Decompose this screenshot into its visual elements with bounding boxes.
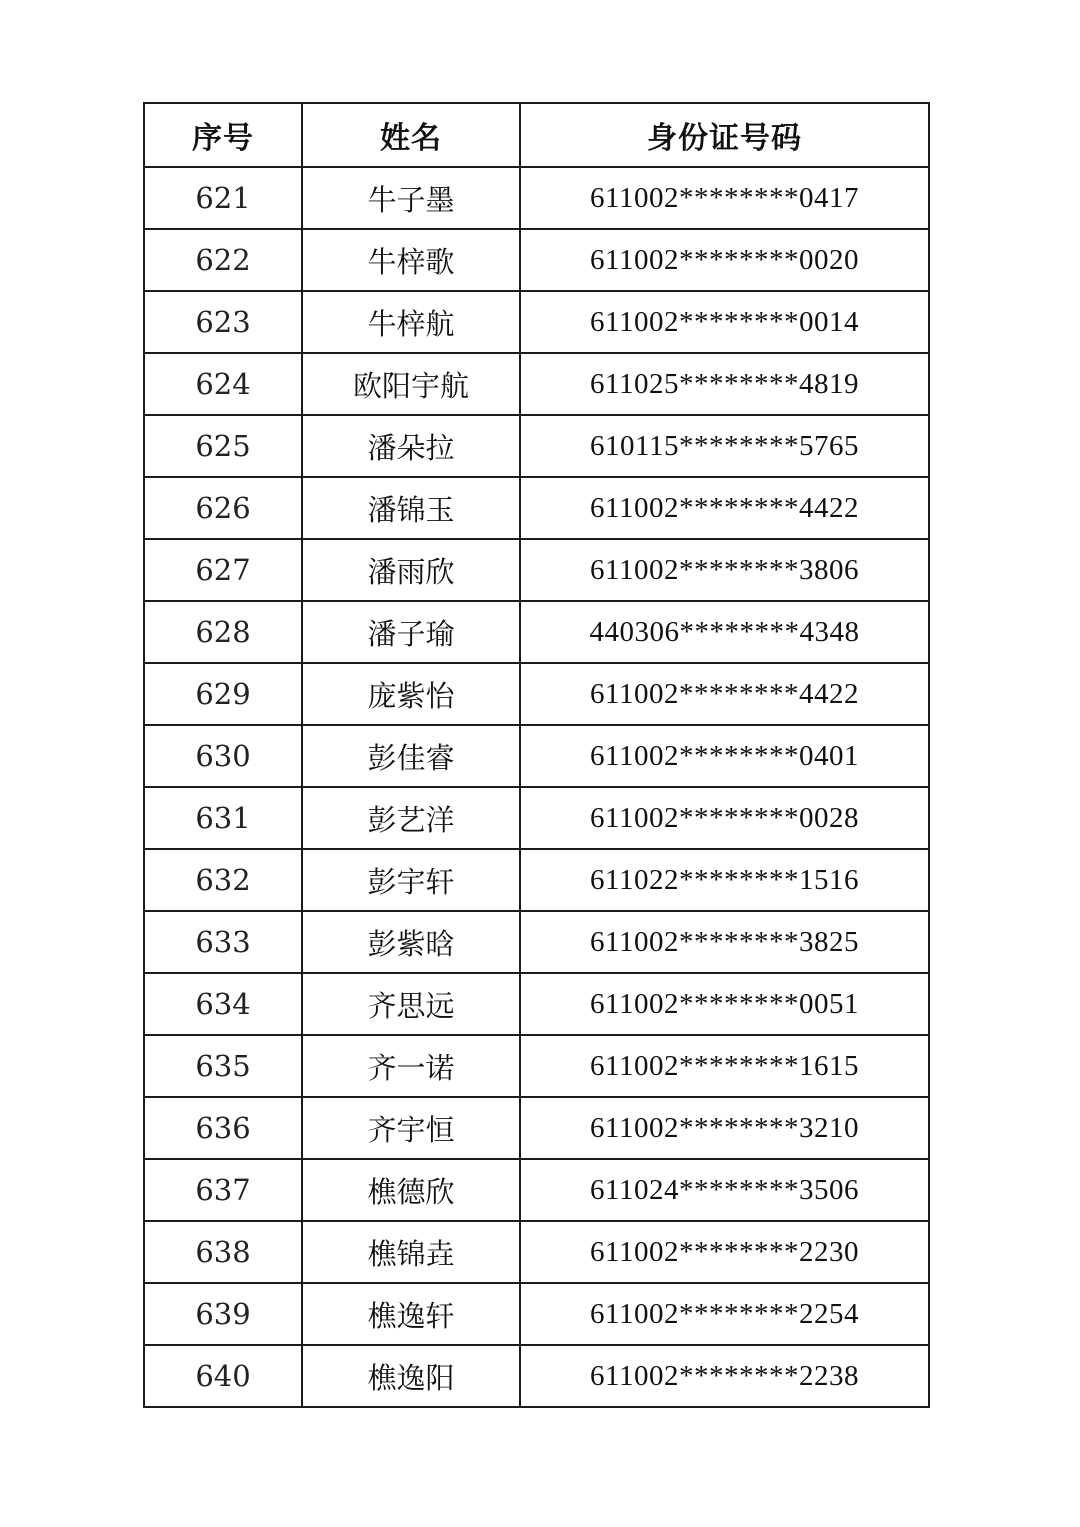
id-cell: 611002********4422 [520, 663, 929, 725]
name-cell: 牛梓歌 [302, 229, 520, 291]
seq-cell: 628 [144, 601, 302, 663]
id-cell: 611002********2254 [520, 1283, 929, 1345]
name-cell: 潘子瑜 [302, 601, 520, 663]
name-cell: 彭紫晗 [302, 911, 520, 973]
table-row [144, 539, 929, 601]
table-row [144, 229, 929, 291]
table-row [144, 787, 929, 849]
table-row [144, 911, 929, 973]
table-row [144, 1159, 929, 1221]
seq-cell: 635 [144, 1035, 302, 1097]
seq-cell: 636 [144, 1097, 302, 1159]
table-row [144, 353, 929, 415]
seq-cell: 622 [144, 229, 302, 291]
id-cell: 611002********0417 [520, 167, 929, 229]
seq-cell: 633 [144, 911, 302, 973]
table-row [144, 167, 929, 229]
table-row [144, 477, 929, 539]
table-row [144, 849, 929, 911]
id-cell: 611002********1615 [520, 1035, 929, 1097]
table-row [144, 1097, 929, 1159]
seq-cell: 626 [144, 477, 302, 539]
id-cell: 611002********0014 [520, 291, 929, 353]
seq-cell: 632 [144, 849, 302, 911]
header-seq: 序号 [144, 103, 302, 167]
roster-sheet [143, 102, 928, 1408]
id-cell: 611002********3806 [520, 539, 929, 601]
name-cell: 齐宇恒 [302, 1097, 520, 1159]
roster-body [144, 167, 929, 1407]
table-row [144, 1283, 929, 1345]
table-row [144, 291, 929, 353]
seq-cell: 634 [144, 973, 302, 1035]
seq-cell: 624 [144, 353, 302, 415]
id-cell: 611002********2238 [520, 1345, 929, 1407]
table-row [144, 1345, 929, 1407]
name-cell: 庞紫怡 [302, 663, 520, 725]
id-cell: 440306********4348 [520, 601, 929, 663]
id-cell: 610115********5765 [520, 415, 929, 477]
id-cell: 611025********4819 [520, 353, 929, 415]
name-cell: 齐思远 [302, 973, 520, 1035]
id-cell: 611002********3210 [520, 1097, 929, 1159]
name-cell: 彭宇轩 [302, 849, 520, 911]
seq-cell: 639 [144, 1283, 302, 1345]
name-cell: 樵逸轩 [302, 1283, 520, 1345]
seq-cell: 640 [144, 1345, 302, 1407]
table-row [144, 1221, 929, 1283]
id-cell: 611022********1516 [520, 849, 929, 911]
seq-cell: 627 [144, 539, 302, 601]
id-cell: 611002********0028 [520, 787, 929, 849]
seq-cell: 621 [144, 167, 302, 229]
id-cell: 611002********3825 [520, 911, 929, 973]
seq-cell: 630 [144, 725, 302, 787]
seq-cell: 638 [144, 1221, 302, 1283]
id-cell: 611002********2230 [520, 1221, 929, 1283]
table-row [144, 663, 929, 725]
name-cell: 欧阳宇航 [302, 353, 520, 415]
id-cell: 611002********4422 [520, 477, 929, 539]
name-cell: 牛子墨 [302, 167, 520, 229]
header-row [144, 103, 929, 167]
table-row [144, 725, 929, 787]
table-row [144, 1035, 929, 1097]
header-id: 身份证号码 [520, 103, 929, 167]
seq-cell: 629 [144, 663, 302, 725]
id-cell: 611002********0020 [520, 229, 929, 291]
name-cell: 樵锦垚 [302, 1221, 520, 1283]
name-cell: 潘朵拉 [302, 415, 520, 477]
header-name: 姓名 [302, 103, 520, 167]
name-cell: 彭艺洋 [302, 787, 520, 849]
seq-cell: 625 [144, 415, 302, 477]
roster-table [143, 102, 930, 1408]
table-row [144, 415, 929, 477]
id-cell: 611002********0051 [520, 973, 929, 1035]
seq-cell: 623 [144, 291, 302, 353]
name-cell: 齐一诺 [302, 1035, 520, 1097]
name-cell: 樵德欣 [302, 1159, 520, 1221]
name-cell: 樵逸阳 [302, 1345, 520, 1407]
table-row [144, 973, 929, 1035]
seq-cell: 637 [144, 1159, 302, 1221]
name-cell: 潘雨欣 [302, 539, 520, 601]
table-row [144, 601, 929, 663]
seq-cell: 631 [144, 787, 302, 849]
id-cell: 611024********3506 [520, 1159, 929, 1221]
name-cell: 彭佳睿 [302, 725, 520, 787]
name-cell: 牛梓航 [302, 291, 520, 353]
id-cell: 611002********0401 [520, 725, 929, 787]
name-cell: 潘锦玉 [302, 477, 520, 539]
